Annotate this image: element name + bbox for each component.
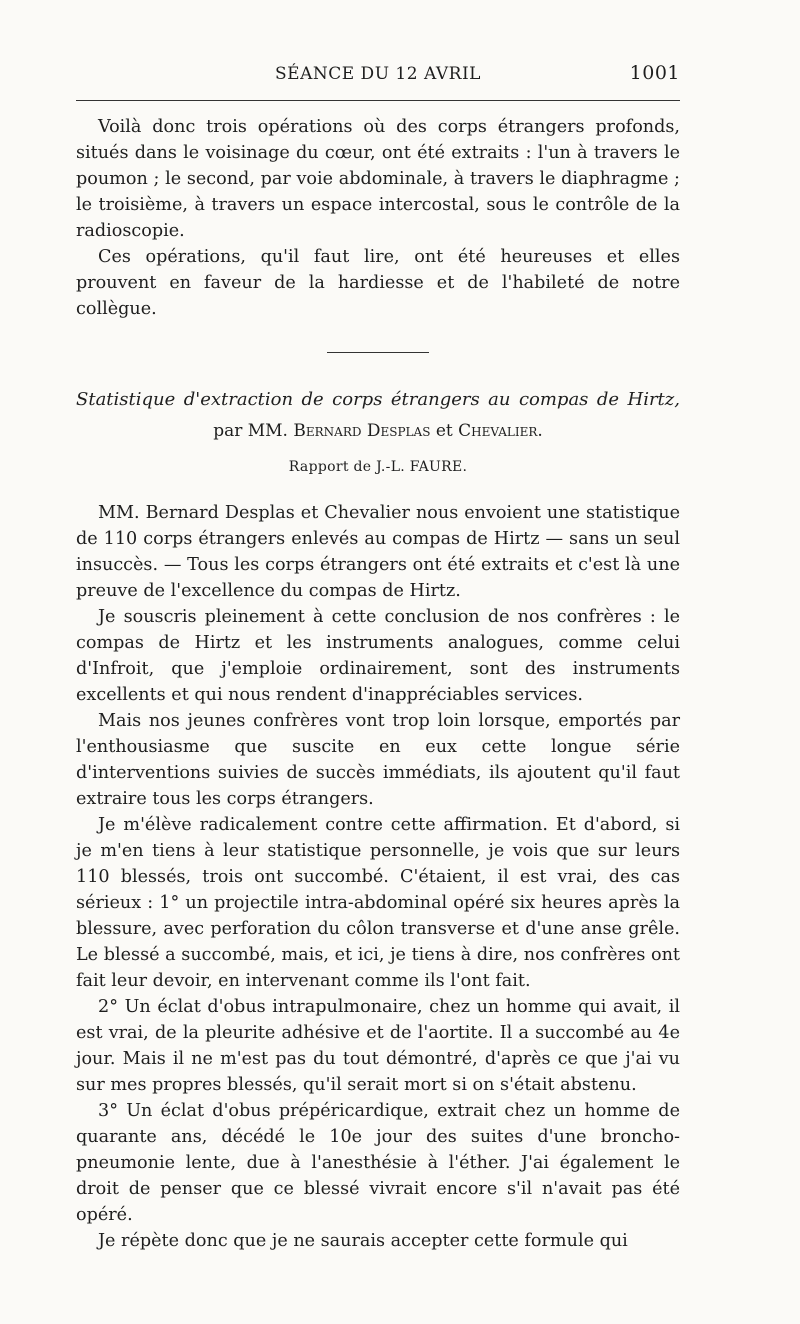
paragraph: Mais nos jeunes confrères vont trop loin lorsque, emportés par l'enthousiasme que suscite en eux cette longue série d'interventions suivies de succès immédiats, ils ajoutent qu'il faut extraire tous les corps étrangers. [76, 711, 680, 809]
header-rule [76, 100, 680, 101]
article-authors [76, 418, 680, 444]
running-title: SÉANCE DU 12 AVRIL [275, 64, 481, 84]
paragraph: Ces opérations, qu'il faut lire, ont été heureuses et elles prouvent en faveur de la hardiesse et de l'habileté de notre collègue. [76, 247, 680, 319]
authors-conjunction: et [435, 421, 453, 441]
paragraph: Voilà donc trois opérations où des corps étrangers profonds, situés dans le voisinage du cœur, ont été extraits : l'un à travers le poumon ; le second, par voie abdominale, à travers le diaphragme ; le troisième, à travers un espace intercostal, sous le contrôle de la radioscopie. [76, 117, 680, 241]
report-byline: Rapport de J.-L. FAURE. [288, 459, 468, 475]
paragraph: Je répète donc que je ne saurais accepter cette formule qui [98, 1231, 628, 1251]
section-separator [327, 352, 429, 353]
page-number: 1001 [629, 62, 680, 84]
paragraph: 3° Un éclat d'obus prépéricardique, extrait chez un homme de quarante ans, décédé le 10e jour des suites d'une broncho-pneumonie lente, due à l'anesthésie à l'éther. J'ai également le droit de penser que ce blessé vivrait encore s'il n'avait pas été opéré. [76, 1101, 680, 1225]
paragraph: Je m'élève radicalement contre cette affirmation. Et d'abord, si je m'en tiens à leur statistique personnelle, je vois que sur leurs 110 blessés, trois ont succombé. C'étaient, il est vrai, des cas sérieux : 1° un projectile intra-abdominal opéré six heures après la blessure, avec perforation du côlon transverse et d'une anse grêle. Le blessé a succombé, mais, et ici, je tiens à dire, nos confrères ont fait leur devoir, en intervenant comme ils l'ont fait. [76, 815, 680, 991]
paragraph: 2° Un éclat d'obus intrapulmonaire, chez un homme qui avait, il est vrai, de la pleurite adhésive et de l'aortite. Il a succombé au 4e jour. Mais il ne m'est pas du tout démontré, d'après ce que j'ai vu sur mes propres blessés, qu'il serait mort si on s'était abstenu. [76, 997, 680, 1095]
author-name: Bernard Desplas [293, 421, 431, 441]
intro-section [76, 114, 680, 322]
author-name: Chevalier. [458, 421, 543, 441]
authors-prefix: par MM. [213, 421, 288, 441]
article-body [76, 500, 680, 1254]
article-title: Statistique d'extraction de corps étrangers au compas de Hirtz, [76, 389, 680, 410]
paragraph: Je souscris pleinement à cette conclusion de nos confrères : le compas de Hirtz et les instruments analogues, comme celui d'Infroit, que j'emploie ordinairement, sont des instruments excellents et qui nous rendent d'inappréciables services. [76, 607, 680, 705]
running-header [76, 62, 680, 88]
document-page [76, 62, 680, 1254]
paragraph: MM. Bernard Desplas et Chevalier nous envoient une statistique de 110 corps étrangers enlevés au compas de Hirtz — sans un seul insuccès. — Tous les corps étrangers ont été extraits et c'est là une preuve de l'excellence du compas de Hirtz. [76, 503, 680, 601]
